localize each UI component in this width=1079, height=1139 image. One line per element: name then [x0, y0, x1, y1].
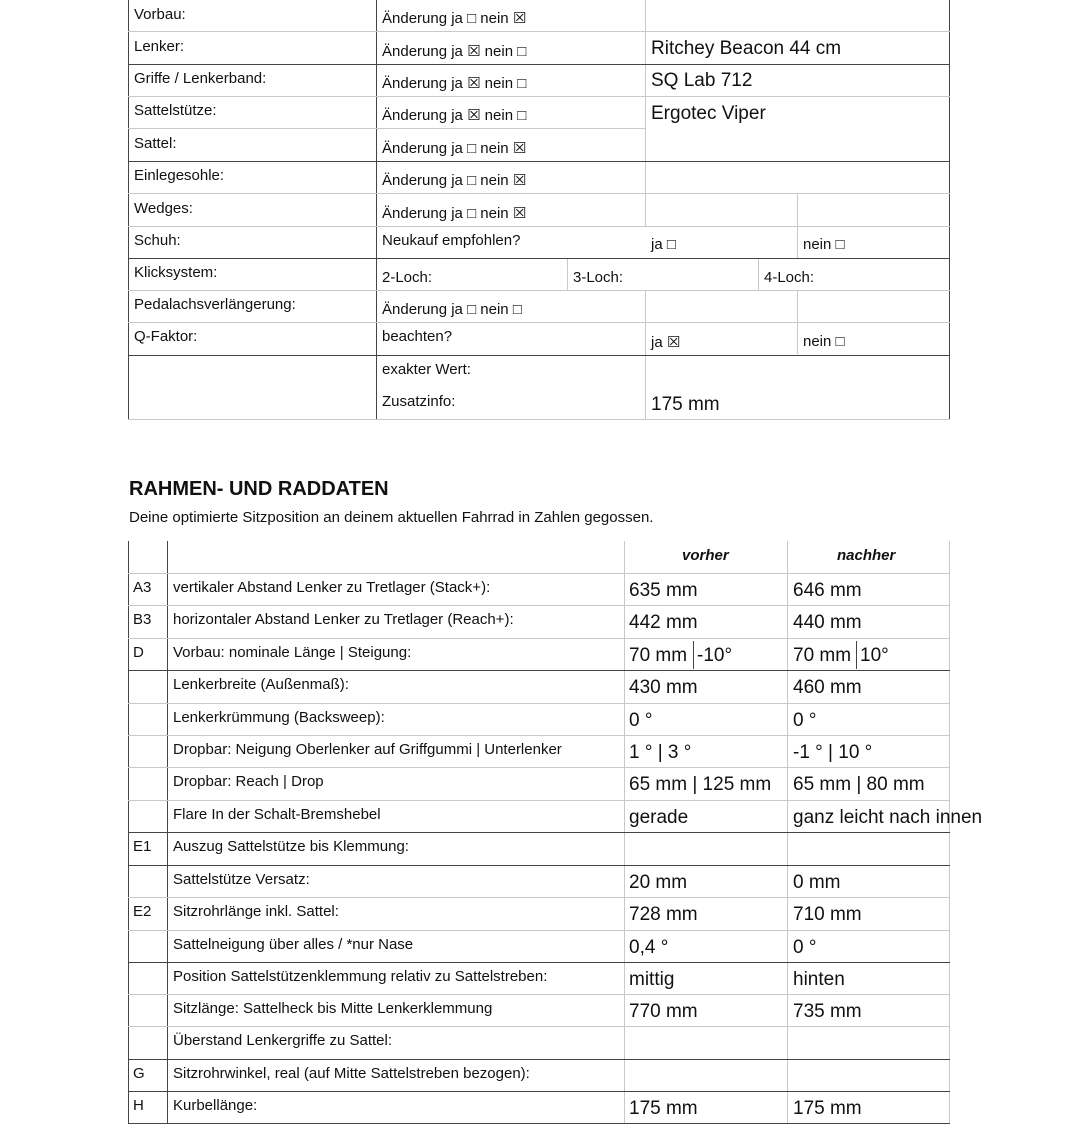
row-label: Einlegesohle:: [134, 167, 225, 184]
no-checkbox[interactable]: nein □: [803, 333, 845, 350]
row-label: Sitzrohrlänge inkl. Sattel:: [173, 903, 339, 920]
change-checkbox[interactable]: Änderung ja □ nein ☒: [382, 205, 527, 222]
row-label: Vorbau:: [134, 6, 186, 23]
yes-checkbox[interactable]: ja ☒: [651, 334, 681, 351]
row-label: Klicksystem:: [134, 264, 218, 281]
value-after: 710 mm: [793, 904, 862, 925]
row-code: E2: [133, 903, 152, 920]
value-after: 0 °: [793, 710, 817, 731]
row-label: Dropbar: Neigung Oberlenker auf Griffgummi | Unterlenker: [173, 741, 562, 758]
change-checkbox[interactable]: Änderung ja ☒ nein □: [382, 107, 527, 124]
row-code: H: [133, 1097, 144, 1114]
row-label: Sattelstütze:: [134, 102, 217, 119]
row-label: Lenkerbreite (Außenmaß):: [173, 676, 349, 693]
row-code: E1: [133, 838, 152, 855]
change-checkbox[interactable]: Änderung ja ☒ nein □: [382, 43, 527, 60]
row-label: Dropbar: Reach | Drop: [173, 773, 324, 790]
section-title: RAHMEN- UND RADDATEN: [129, 478, 389, 500]
value-after: 646 mm: [793, 580, 862, 601]
change-checkbox[interactable]: Änderung ja □ nein ☒: [382, 10, 527, 27]
section-subtitle: Deine optimierte Sitzposition an deinem aktuellen Fahrrad in Zahlen gegossen.: [129, 509, 654, 526]
component-value: SQ Lab 712: [651, 70, 753, 91]
header-before: vorher: [682, 547, 729, 564]
no-checkbox[interactable]: nein □: [803, 236, 845, 253]
question-text: beachten?: [382, 328, 453, 345]
header-after: nachher: [837, 547, 896, 564]
value-after: 460 mm: [793, 677, 862, 698]
value-after: ganz leicht nach innen: [793, 807, 983, 828]
row-label: Position Sattelstützenklemmung relativ zu Sattelstreben:: [173, 968, 548, 985]
value-before: 430 mm: [629, 677, 698, 698]
change-checkbox[interactable]: Änderung ja □ nein □: [382, 301, 522, 318]
component-value: Ritchey Beacon 44 cm: [651, 38, 842, 59]
change-checkbox[interactable]: Änderung ja ☒ nein □: [382, 75, 527, 92]
row-label: Lenker:: [134, 38, 185, 55]
row-label: Griffe / Lenkerband:: [134, 70, 267, 87]
value-before: mittig: [629, 969, 675, 990]
row-label: Auszug Sattelstütze bis Klemmung:: [173, 838, 409, 855]
value-before: 0 °: [629, 710, 653, 731]
row-label: Sitzrohrwinkel, real (auf Mitte Sattelstreben bezogen):: [173, 1065, 530, 1082]
value-after: 0 °: [793, 937, 817, 958]
value-after: 65 mm | 80 mm: [793, 774, 925, 795]
row-label: Lenkerkrümmung (Backsweep):: [173, 709, 385, 726]
row-label: Sattelstütze Versatz:: [173, 871, 310, 888]
value-before: gerade: [629, 807, 689, 828]
row-code: B3: [133, 611, 152, 628]
row-label: Pedalachsverlängerung:: [134, 296, 296, 313]
cleat-4-hole: 4-Loch:: [764, 269, 815, 286]
value-before: 770 mm: [629, 1001, 698, 1022]
value-after-secondary: 10°: [860, 645, 889, 666]
row-label: Sitzlänge: Sattelheck bis Mitte Lenkerklemmung: [173, 1000, 493, 1017]
row-label: Kurbellänge:: [173, 1097, 258, 1114]
value-after: 175 mm: [793, 1098, 862, 1119]
row-label: Sattelneigung über alles / *nur Nase: [173, 936, 414, 953]
row-code: A3: [133, 579, 152, 596]
row-label: Schuh:: [134, 232, 181, 249]
change-checkbox[interactable]: Änderung ja □ nein ☒: [382, 140, 527, 157]
value-before: 442 mm: [629, 612, 698, 633]
yes-checkbox[interactable]: ja □: [651, 236, 676, 253]
value-before: 1 ° | 3 °: [629, 742, 692, 763]
row-label: vertikaler Abstand Lenker zu Tretlager (Stack+):: [173, 579, 491, 596]
value-after: hinten: [793, 969, 845, 990]
value-after: 70 mm: [793, 645, 852, 666]
value-after: -1 ° | 10 °: [793, 742, 873, 763]
value-before-secondary: -10°: [697, 645, 733, 666]
row-label: Wedges:: [134, 200, 193, 217]
component-value: Ergotec Viper: [651, 103, 766, 124]
question-text: Neukauf empfohlen?: [382, 232, 521, 249]
value-before: 728 mm: [629, 904, 698, 925]
row-label: horizontaler Abstand Lenker zu Tretlager (Reach+):: [173, 611, 514, 628]
extra-info-value: 175 mm: [651, 394, 720, 415]
value-before: 0,4 °: [629, 937, 669, 958]
cleat-2-hole: 2-Loch:: [382, 269, 433, 286]
row-code: D: [133, 644, 144, 661]
row-label: Überstand Lenkergriffe zu Sattel:: [173, 1032, 393, 1049]
value-before: 65 mm | 125 mm: [629, 774, 772, 795]
change-checkbox[interactable]: Änderung ja □ nein ☒: [382, 172, 527, 189]
row-label: Vorbau: nominale Länge | Steigung:: [173, 644, 412, 661]
row-label: Sattel:: [134, 135, 177, 152]
row-label: Flare In der Schalt-Bremshebel: [173, 806, 381, 823]
extra-info-label: Zusatzinfo:: [382, 393, 456, 410]
value-before: 20 mm: [629, 872, 688, 893]
row-code: G: [133, 1065, 145, 1082]
value-before: 175 mm: [629, 1098, 698, 1119]
value-before: 635 mm: [629, 580, 698, 601]
cleat-3-hole: 3-Loch:: [573, 269, 624, 286]
row-label: Q-Faktor:: [134, 328, 198, 345]
value-before: 70 mm: [629, 645, 688, 666]
value-after: 0 mm: [793, 872, 841, 893]
exact-value-label: exakter Wert:: [382, 361, 471, 378]
value-after: 440 mm: [793, 612, 862, 633]
value-after: 735 mm: [793, 1001, 862, 1022]
